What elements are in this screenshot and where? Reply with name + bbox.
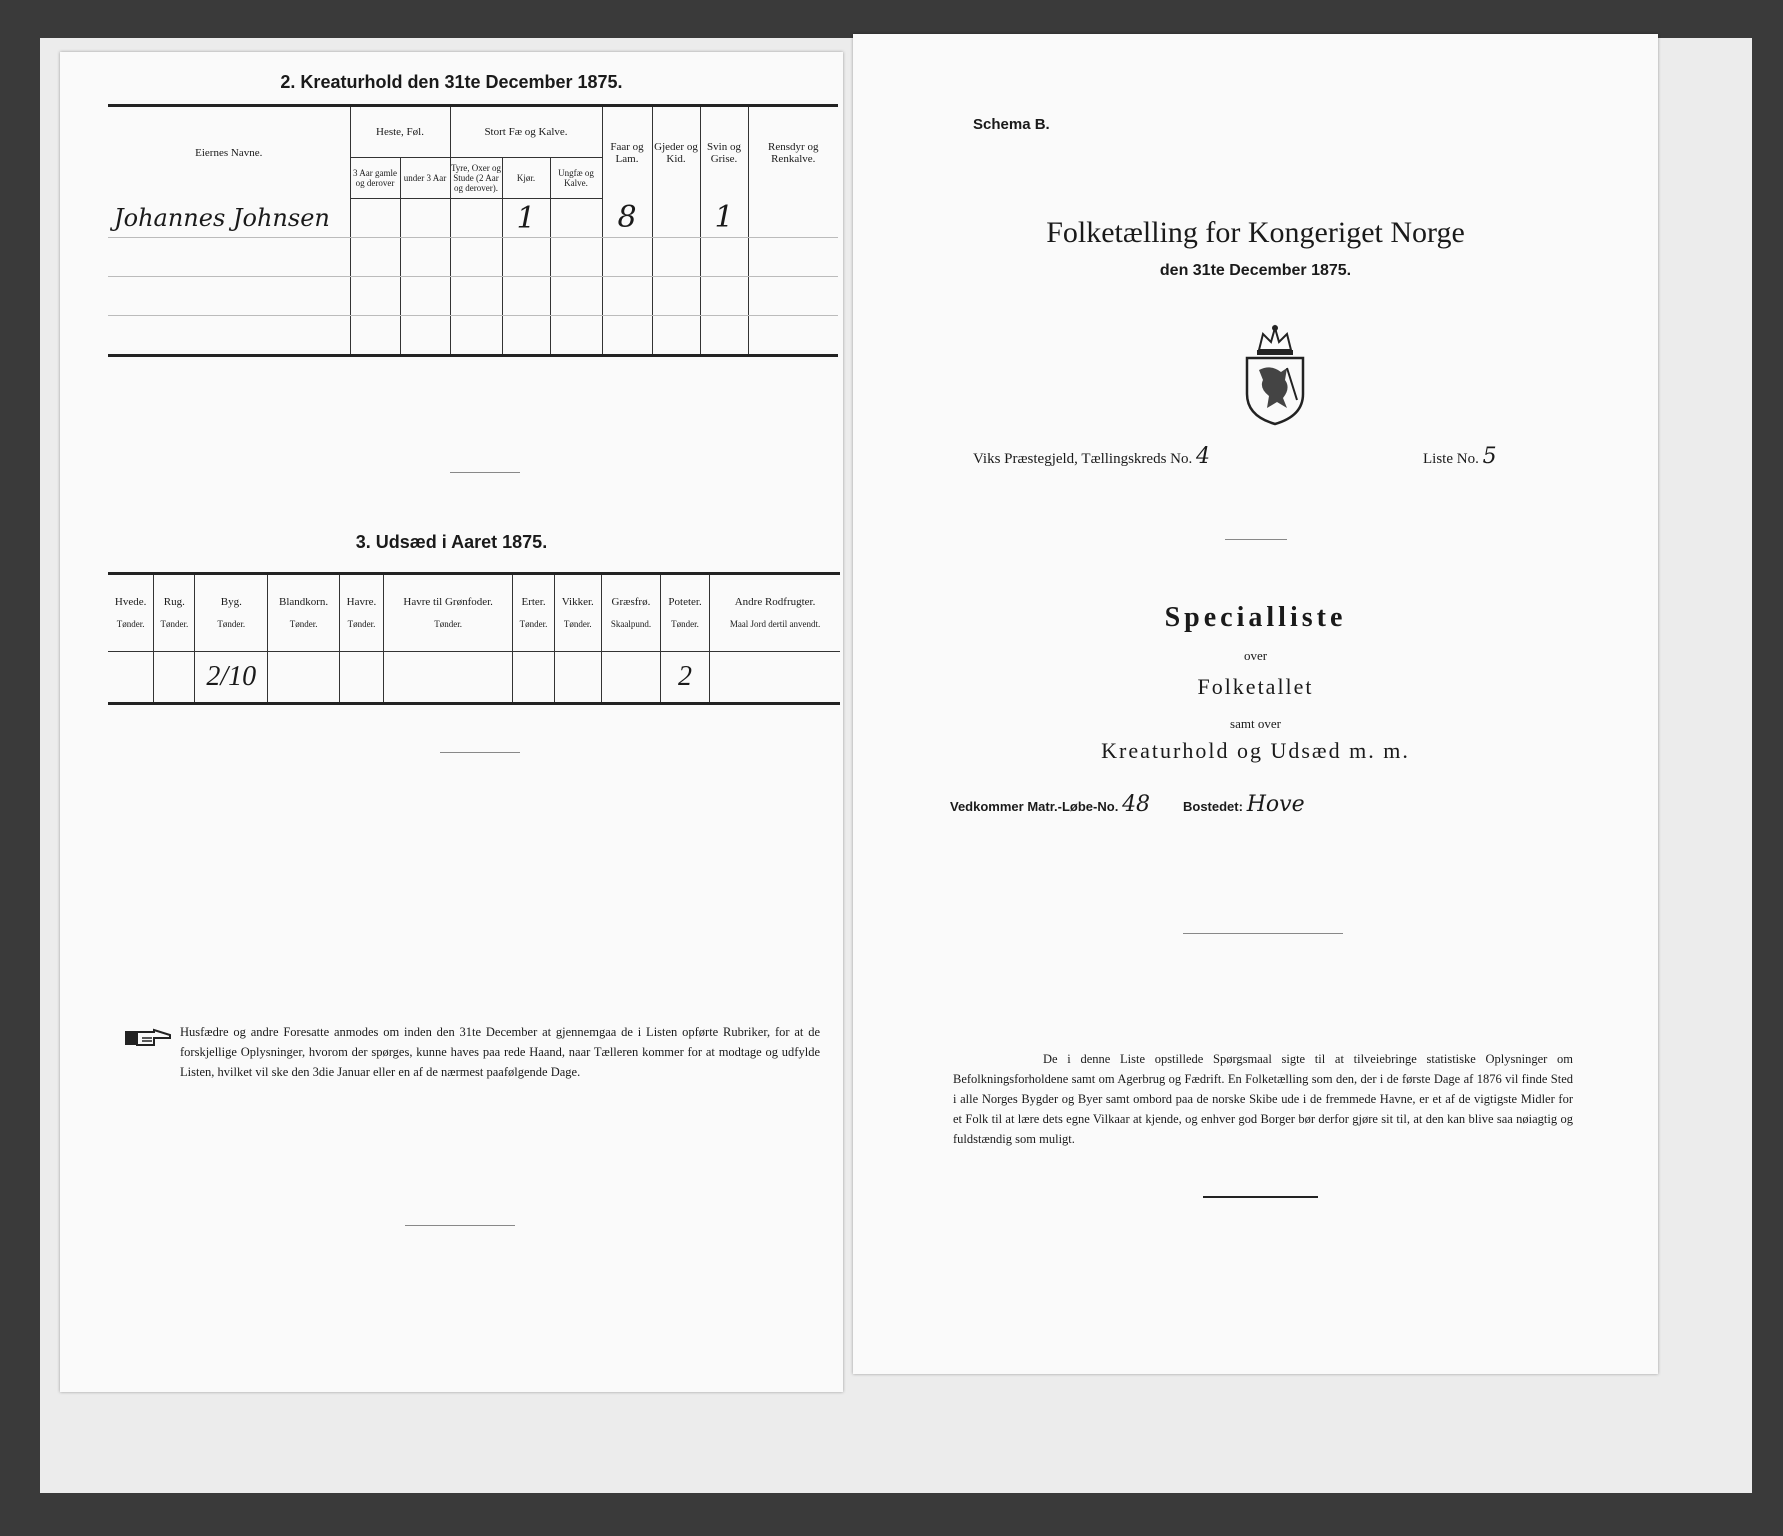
table-cell [550,199,602,238]
header-cattle-sub1: Tyre, Oxer og Stude (2 Aar og derover). [450,158,502,199]
table-row [108,277,838,316]
seed-value-7 [554,652,601,704]
seed-header-10 [710,574,840,652]
table-row [108,199,838,238]
matr-number: 48 [1122,792,1151,817]
header-reindeer: Rensdyr og Renkalve. [748,106,838,199]
folketallet-text: Folketallet [1197,674,1314,699]
header-goats: Gjeder og Kid. [652,106,700,199]
seed-value-1 [154,652,195,704]
cattle-kjor-value: 1 [502,199,550,238]
seed-header-unit: Tønder. [160,619,189,629]
header-sheep: Faar og Lam. [602,106,652,199]
seed-table [108,572,840,705]
seed-header-label: Havre til Grønfoder. [403,596,493,608]
notice-text: Husfædre og andre Foresatte anmodes om inden den 31te December at gjennemgaa de i Listen opførte Rubriker, for at de forskjellige Oplysninger, hvorom der spørges, kunne haves paa rede Haand, naar Tælleren kommer for at modtage og udfylde Listen, hvilket vil ske den 3die Januar eller en af de nærmest paafølgende Dage. [180,1025,820,1079]
seed-header-6 [513,574,554,652]
header-horses-sub2: under 3 Aar [400,158,450,199]
seed-header-label: Havre. [346,596,377,608]
coat-of-arms-icon [1241,324,1309,428]
seed-header-label: Vikker. [561,596,594,608]
seed-header-7 [554,574,601,652]
seed-header-9 [660,574,709,652]
seed-header-5 [383,574,513,652]
right-page [853,34,1658,1374]
seed-header-unit: Tønder. [116,619,145,629]
seed-header-unit: Tønder. [347,619,376,629]
seed-header-label: Byg. [220,596,242,608]
seed-header-0 [108,574,154,652]
bosted-value: Hove [1246,792,1305,817]
specialliste-title: Specialliste [1164,602,1347,633]
header-owner: Eiernes Navne. [108,106,350,199]
divider [1183,933,1343,934]
seed-value-9: 2 [660,652,709,704]
table-row [108,238,838,277]
pigs-value: 1 [700,199,748,238]
table-row [108,652,840,704]
seed-header-unit: Tønder. [289,619,318,629]
seed-header-4 [340,574,384,652]
seed-header-unit: Skaalpund. [610,619,652,629]
seed-value-5 [383,652,513,704]
sheep-value: 8 [602,199,652,238]
divider [405,1225,515,1226]
left-page [60,52,843,1392]
table-cell [652,199,700,238]
divider [440,752,520,753]
parish-label: Viks Præstegjeld, Tællingskreds No. [973,451,1193,467]
table-cell [450,199,502,238]
bosted-label: Bostedet: [1183,799,1243,814]
divider [1225,539,1287,540]
header-horses: Heste, Føl. [350,106,450,158]
kreds-number: 4 [1196,444,1210,469]
seed-header-unit: Tønder. [217,619,246,629]
seed-header-unit: Tønder. [671,619,699,629]
header-pigs: Svin og Grise. [700,106,748,199]
seed-value-4 [340,652,384,704]
seed-header-unit: Tønder. [434,619,463,629]
seed-header-unit: Tønder. [519,619,548,629]
divider [1203,1196,1318,1198]
kreaturhold-text: Kreaturhold og Udsæd m. m. [1101,738,1410,763]
table-cell [350,199,400,238]
seed-value-8 [601,652,660,704]
pointing-hand-icon [124,1027,172,1049]
census-date: den 31te December 1875. [1159,262,1352,279]
parish-line [973,444,1210,469]
liste-label: Liste No. [1423,451,1479,467]
matr-label: Vedkommer Matr.-Løbe-No. [950,799,1119,814]
table-cell [748,199,838,238]
seed-header-3 [268,574,340,652]
seed-header-label: Rug. [163,596,185,608]
census-title: Folketælling for Kongeriget Norge [1046,216,1465,249]
header-cattle-sub2: Kjør. [502,158,550,199]
seed-value-2: 2/10 [195,652,268,704]
seed-value-6 [513,652,554,704]
seed-header-label: Græsfrø. [611,596,651,608]
livestock-title: 2. Kreaturhold den 31te December 1875. [280,72,623,92]
table-row [108,316,838,356]
seed-header-label: Erter. [521,596,546,608]
seed-header-label: Andre Rodfrugter. [734,596,816,608]
seed-value-0 [108,652,154,704]
table-cell [400,199,450,238]
seed-header-label: Hvede. [114,596,147,608]
owner-name: Johannes Johnsen [108,199,350,238]
seed-header-unit: Tønder. [563,619,592,629]
over-text: over [1243,648,1268,663]
header-cattle-sub3: Ungfæ og Kalve. [550,158,602,199]
livestock-table [108,104,838,357]
divider [450,472,520,473]
seed-title: 3. Udsæd i Aaret 1875. [355,532,548,552]
seed-header-8 [601,574,660,652]
liste-number: 5 [1482,444,1497,469]
seed-header-unit: Maal Jord dertil anvendt. [729,619,821,629]
schema-label: Schema B. [973,116,1050,133]
header-horses-sub1: 3 Aar gamle og derover [350,158,400,199]
samt-over-text: samt over [1230,716,1281,731]
seed-header-label: Poteter. [668,596,702,608]
seed-value-10 [710,652,840,704]
seed-header-2 [195,574,268,652]
seed-value-3 [268,652,340,704]
liste-line [1423,444,1497,469]
footer-text: De i denne Liste opstillede Spørgsmaal sigte til at tilveiebringe statistiske Oplysninger om Befolkningsforholdene samt om Agerbrug og Fædrift. En Folketælling som den, der i de første Dage af 1876 vil finde Sted i alle Norges Bygder og Byer samt ombord paa de norske Skibe ude i de fremmede Havne, er et af de vigtigste Midler for et Folk til at lære dets egne Vilkaar at kjende, og enhver god Borger bør derfor gjøre sit til, at den kan blive saa nøiagtig og fuldstændig som muligt. [953,1052,1573,1146]
header-cattle: Stort Fæ og Kalve. [450,106,602,158]
bosted-line [1183,792,1305,817]
seed-header-1 [154,574,195,652]
matr-line [950,792,1150,817]
seed-header-label: Blandkorn. [278,596,329,608]
